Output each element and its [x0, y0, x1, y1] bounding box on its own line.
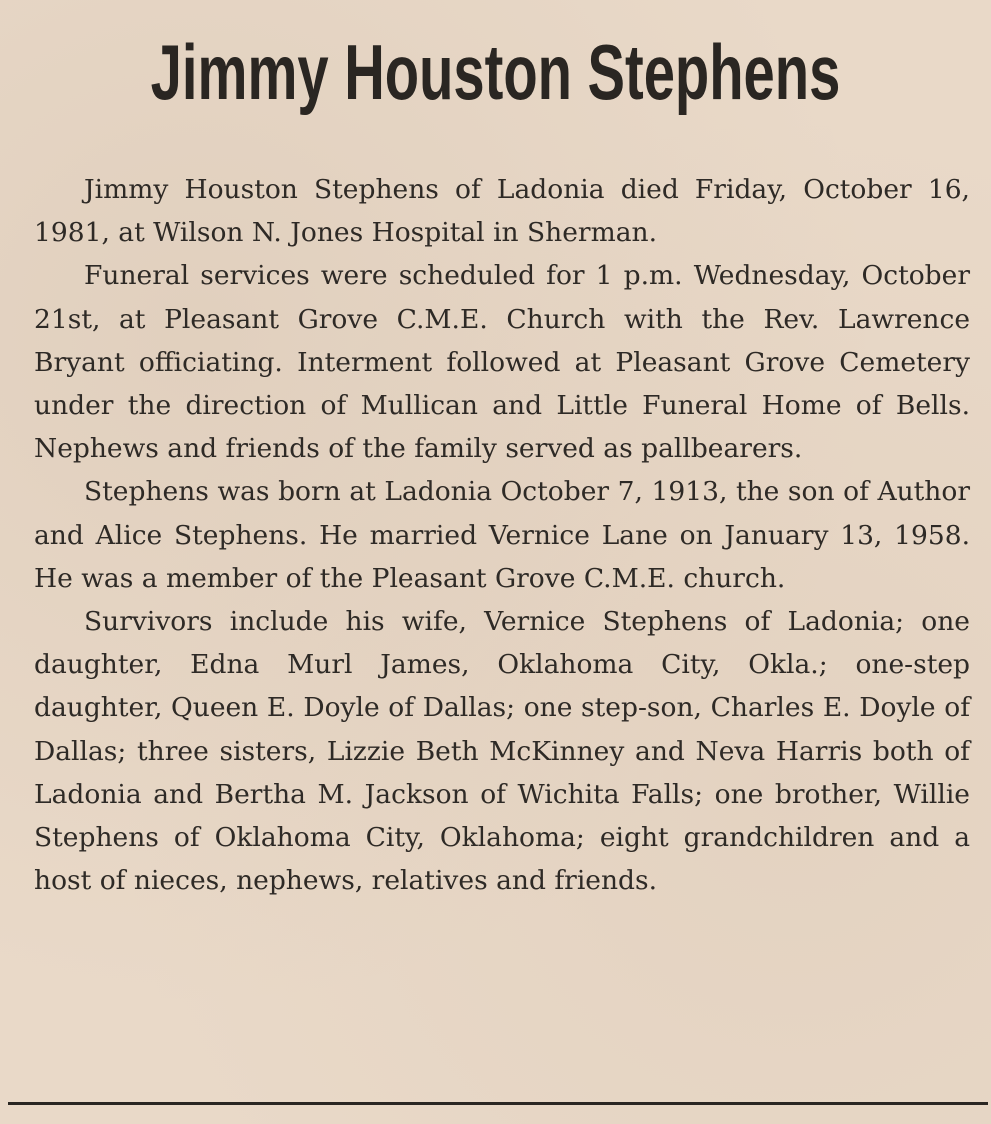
paragraph-death-notice: Jimmy Houston Stephens of Ladonia died Friday, October 16, 1981, at Wilson N. Jones Hospital in Sherman.	[34, 174, 970, 249]
headline: Jimmy Houston Stephens	[150, 28, 841, 116]
bottom-rule	[8, 1102, 988, 1105]
obituary-body	[34, 168, 970, 902]
paragraph-survivors: Survivors include his wife, Vernice Stephens of Ladonia; one daughter, Edna Murl James, Oklahoma City, Okla.; one-step daughter, Queen E. Doyle of Dallas; one step-son, Charles E. Doyle of Dallas; three sisters, Lizzie Beth McKinney and Neva Harris both of Ladonia and Bertha M. Jackson of Wichita Falls; one brother, Willie Stephens of Oklahoma City, Oklahoma; eight grandchildren and a host of nieces, nephews, relatives and friends.	[34, 606, 970, 897]
paragraph-biography: Stephens was born at Ladonia October 7, 1913, the son of Author and Alice Stephens. He married Vernice Lane on January 13, 1958. He was a member of the Pleasant Grove C.M.E. church.	[34, 476, 970, 594]
paragraph-funeral-services: Funeral services were scheduled for 1 p.m. Wednesday, October 21st, at Pleasant Grove C.M.E. Church with the Rev. Lawrence Bryant officiating. Interment followed at Pleasant Grove Cemetery under the direction of Mullican and Little Funeral Home of Bells. Nephews and friends of the family served as pallbearers.	[34, 260, 970, 465]
